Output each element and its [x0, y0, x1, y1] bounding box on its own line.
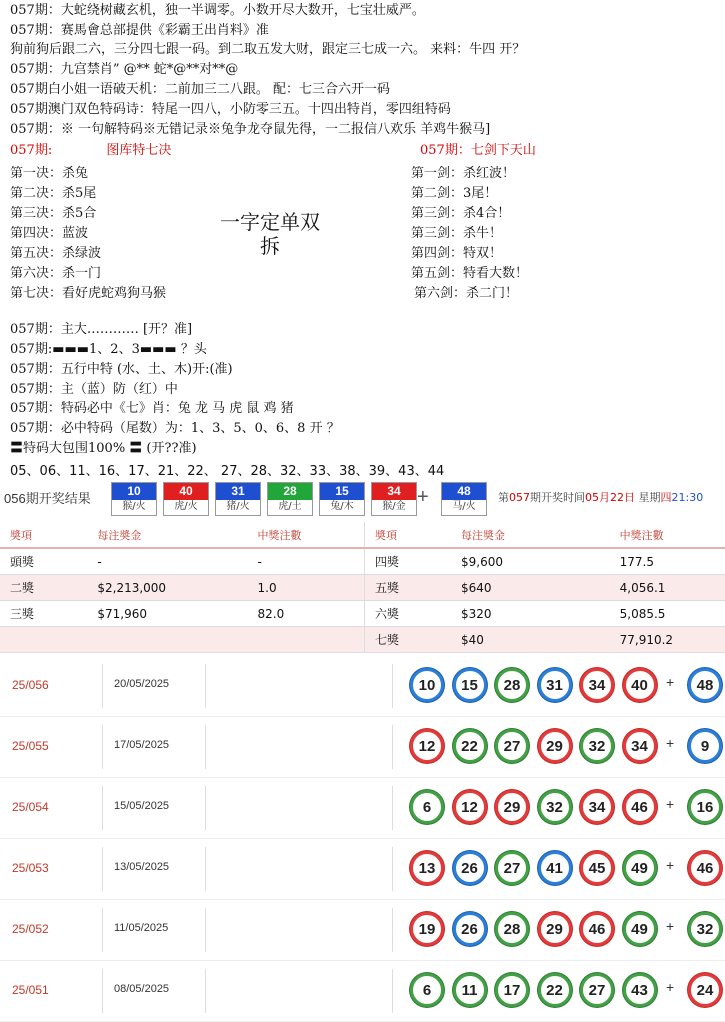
prize-table-left	[0, 522, 364, 653]
table-row	[365, 627, 725, 653]
special-ball: 9	[688, 729, 722, 763]
lottery-ball: 29	[538, 912, 572, 946]
lottery-ball: 31	[538, 668, 572, 702]
history-period: 25/054	[12, 800, 49, 814]
seven-title	[10, 142, 171, 160]
column-header: 每注奬金	[451, 522, 610, 548]
table-cell: -	[248, 548, 364, 575]
ball-zodiac: 猴/金	[372, 500, 416, 514]
history-row	[0, 656, 725, 717]
text-line: 狗前狗后跟二六，三分四七跟一码。到二取五发大财，跟定三七成一六。 来料：牛四 开？	[10, 41, 525, 59]
table-cell: $71,960	[87, 601, 247, 627]
lottery-ball: 40	[623, 668, 657, 702]
seven-title-period: 057期:	[10, 143, 52, 158]
center-title-line: 拆	[205, 234, 335, 258]
column-header: 每注奬金	[87, 522, 247, 548]
lottery-ball: 43	[623, 973, 657, 1007]
text-line: 057期白小姐一语破天机：二前加三二八跟。 配：七三合六开一码	[10, 81, 390, 99]
table-cell: 五獎	[365, 575, 452, 601]
numbers-line: 05、06、11、16、17、21、22、 27、28、32、33、38、39、43、44	[10, 460, 444, 479]
special-ball: 48	[688, 668, 722, 702]
table-cell: -	[87, 548, 247, 575]
column-header: 奬項	[0, 522, 87, 548]
lottery-ball: 17	[495, 973, 529, 1007]
history-period: 25/056	[12, 678, 49, 692]
list-item: 第二剑：3尾！	[411, 184, 711, 204]
ball-number: 48	[442, 483, 486, 500]
history-row	[0, 717, 725, 778]
table-cell: 77,910.2	[610, 627, 725, 653]
lottery-ball: 22	[453, 729, 487, 763]
history-date: 08/05/2025	[114, 983, 169, 995]
lottery-ball: 32	[538, 790, 572, 824]
table-cell	[248, 627, 364, 653]
plus-sign: +	[666, 796, 674, 812]
column-header: 中獎注數	[610, 522, 725, 548]
ball-number: 10	[112, 483, 156, 500]
lottery-ball: 49	[623, 912, 657, 946]
lottery-ball: 15	[453, 668, 487, 702]
draw-info-date: 05月22日	[585, 491, 635, 504]
column-header: 奬項	[365, 522, 452, 548]
list-item: 第一剑：杀红波！	[411, 164, 711, 184]
sword-title: 057期：七剑下天山	[420, 142, 536, 160]
plus-sign: +	[666, 674, 674, 690]
table-cell: $9,600	[451, 548, 610, 575]
history-row	[0, 900, 725, 961]
divider	[102, 908, 103, 952]
text-line: 057期:▬▬▬1、2、3▬▬▬ ？头	[10, 341, 207, 359]
plus-sign: +	[666, 979, 674, 995]
lottery-ball: 32	[580, 729, 614, 763]
text-line: 057期澳门双色特码诗：特尾一四八，小防零三五。十四出特肖，零四组特码	[10, 101, 451, 119]
list-item: 第三决：杀5合	[10, 204, 310, 224]
table-cell: $2,213,000	[87, 575, 247, 601]
table-cell	[87, 627, 247, 653]
ball-number: 31	[216, 483, 260, 500]
lottery-ball: 12	[410, 729, 444, 763]
lottery-ball: 19	[410, 912, 444, 946]
list-item: 第三剑：杀牛！	[411, 224, 711, 244]
history-date: 13/05/2025	[114, 861, 169, 873]
table-cell: 七獎	[365, 627, 452, 653]
lottery-ball: 29	[538, 729, 572, 763]
table-cell	[0, 627, 87, 653]
ball-zodiac: 猴/火	[112, 500, 156, 514]
text-line: 057期：赛馬會总部提供《彩霸王出肖料》准	[10, 22, 269, 40]
table-cell: $320	[451, 601, 610, 627]
plus-sign: +	[666, 857, 674, 873]
draw-info-prefix: 第	[498, 491, 509, 504]
text-line: 〓特码大包围100% 〓 (开??准)	[10, 440, 197, 458]
divider	[102, 664, 103, 708]
result-ball	[267, 482, 313, 516]
history-row	[0, 961, 725, 1022]
history-row	[0, 839, 725, 900]
lottery-ball: 6	[410, 790, 444, 824]
text-line: 057期：主大………… [开？准]	[10, 321, 192, 339]
history-date: 15/05/2025	[114, 800, 169, 812]
table-cell: 頭獎	[0, 548, 87, 575]
divider	[392, 725, 393, 769]
table-cell: 82.0	[248, 601, 364, 627]
history-period: 25/055	[12, 739, 49, 753]
text-line: 057期：主（蓝）防（红）中	[10, 381, 178, 399]
lottery-ball: 27	[580, 973, 614, 1007]
divider	[205, 969, 206, 1013]
text-line: 057期：必中特码（尾数）为：1、3、5、0、6、8 开 ？	[10, 420, 340, 438]
text-line: 057期：五行中特 (水、土、木)开:(准)	[10, 361, 233, 379]
lottery-ball: 28	[495, 912, 529, 946]
table-cell: 1.0	[248, 575, 364, 601]
history-period: 25/052	[12, 922, 49, 936]
lottery-ball: 26	[453, 912, 487, 946]
ball-number: 15	[320, 483, 364, 500]
draw-info	[498, 489, 703, 505]
divider	[102, 969, 103, 1013]
lottery-ball: 34	[623, 729, 657, 763]
list-item: 第五决：杀绿波	[10, 244, 310, 264]
draw-info-week: 星期	[639, 491, 661, 504]
history-date: 11/05/2025	[114, 922, 168, 934]
table-cell: 六獎	[365, 601, 452, 627]
history-row	[0, 778, 725, 839]
result-ball	[319, 482, 365, 516]
table-cell: 177.5	[610, 548, 725, 575]
lottery-ball: 22	[538, 973, 572, 1007]
history-period: 25/053	[12, 861, 49, 875]
table-row	[0, 548, 364, 575]
table-cell: 5,085.5	[610, 601, 725, 627]
result-ball	[441, 482, 487, 516]
table-row	[0, 627, 364, 653]
list-item: 第一决：杀兔	[10, 164, 310, 184]
divider	[102, 725, 103, 769]
lottery-ball: 10	[410, 668, 444, 702]
draw-info-mid: 期开奖时间	[530, 491, 585, 504]
text-line: 057期：※ 一句解特码※无错记录※兔争龙夺鼠先得，一二报信八欢乐 羊鸡牛猴马]	[10, 121, 490, 139]
lottery-ball: 46	[623, 790, 657, 824]
divider	[205, 664, 206, 708]
ball-zodiac: 虎/土	[268, 500, 312, 514]
table-cell: 二獎	[0, 575, 87, 601]
draw-info-period: 057	[509, 491, 530, 504]
table-cell: 4,056.1	[610, 575, 725, 601]
lottery-ball: 49	[623, 851, 657, 885]
divider	[205, 847, 206, 891]
divider	[102, 847, 103, 891]
result-ball	[371, 482, 417, 516]
table-cell: $640	[451, 575, 610, 601]
divider	[205, 725, 206, 769]
draw-info-day: 四	[661, 491, 672, 504]
lottery-ball: 41	[538, 851, 572, 885]
lottery-ball: 27	[495, 729, 529, 763]
special-ball: 32	[688, 912, 722, 946]
prize-table-right	[364, 522, 725, 653]
table-row	[0, 601, 364, 627]
list-item: 第四决：蓝波	[10, 224, 310, 244]
ball-zodiac: 虎/火	[164, 500, 208, 514]
list-item: 第七决：看好虎蛇鸡狗马猴	[10, 284, 310, 304]
result-ball	[163, 482, 209, 516]
seven-title-text: 图库特七决	[106, 143, 171, 158]
divider	[392, 664, 393, 708]
table-row	[365, 601, 725, 627]
text-line: 057期：特码必中《七》肖：兔 龙 马 虎 鼠 鸡 猪	[10, 400, 294, 418]
table-row	[365, 548, 725, 575]
lottery-ball: 46	[580, 912, 614, 946]
ball-zodiac: 猪/火	[216, 500, 260, 514]
special-ball: 24	[688, 973, 722, 1007]
lottery-ball: 45	[580, 851, 614, 885]
divider	[392, 847, 393, 891]
lottery-ball: 26	[453, 851, 487, 885]
plus-sign: +	[666, 735, 674, 751]
lottery-ball: 34	[580, 790, 614, 824]
table-header-row	[365, 522, 725, 548]
result-bar	[0, 480, 725, 516]
table-row	[0, 575, 364, 601]
column-header: 中獎注數	[248, 522, 364, 548]
list-item: 第四剑：特双！	[411, 244, 711, 264]
result-ball	[111, 482, 157, 516]
table-cell: 三獎	[0, 601, 87, 627]
divider	[102, 786, 103, 830]
table-row	[365, 575, 725, 601]
plus-sign: +	[666, 918, 674, 934]
lottery-ball: 6	[410, 973, 444, 1007]
lottery-ball: 34	[580, 668, 614, 702]
text-line: 057期：大蛇绕树藏玄机，独一半调零。小数开尽大数开，七宝壮威严。	[10, 2, 425, 20]
table-header-row	[0, 522, 364, 548]
ball-zodiac: 马/火	[442, 500, 486, 514]
result-label: 056期开奖结果	[4, 488, 91, 507]
seven-swords-list	[411, 164, 711, 304]
history-period: 25/051	[12, 983, 49, 997]
lottery-ball: 11	[453, 973, 487, 1007]
ball-number: 40	[164, 483, 208, 500]
special-ball: 46	[688, 851, 722, 885]
lottery-ball: 28	[495, 668, 529, 702]
special-ball: 16	[688, 790, 722, 824]
lottery-ball: 29	[495, 790, 529, 824]
list-item: 第五剑：特看大数！	[411, 264, 711, 284]
lottery-ball: 27	[495, 851, 529, 885]
list-item: 第三剑：杀4合！	[411, 204, 711, 224]
history-date: 17/05/2025	[114, 739, 169, 751]
ball-number: 28	[268, 483, 312, 500]
lottery-ball: 12	[453, 790, 487, 824]
ball-zodiac: 兔/木	[320, 500, 364, 514]
list-item: 第六剑：杀二门！	[411, 284, 711, 304]
plus-sign: +	[417, 486, 429, 509]
center-title	[205, 210, 335, 258]
result-ball	[215, 482, 261, 516]
ball-number: 34	[372, 483, 416, 500]
text-line: 057期：九宫禁肖” @** 蛇*@**对**@	[10, 61, 238, 79]
history-date: 20/05/2025	[114, 678, 169, 690]
table-cell: 四獎	[365, 548, 452, 575]
center-title-line: 一字定单双	[205, 210, 335, 234]
divider	[392, 786, 393, 830]
divider	[205, 908, 206, 952]
list-item: 第六决：杀一门	[10, 264, 310, 284]
divider	[392, 969, 393, 1013]
divider	[392, 908, 393, 952]
draw-info-time: 21:30	[672, 491, 704, 504]
table-cell: $40	[451, 627, 610, 653]
lottery-ball: 13	[410, 851, 444, 885]
list-item: 第二决：杀5尾	[10, 184, 310, 204]
divider	[205, 786, 206, 830]
